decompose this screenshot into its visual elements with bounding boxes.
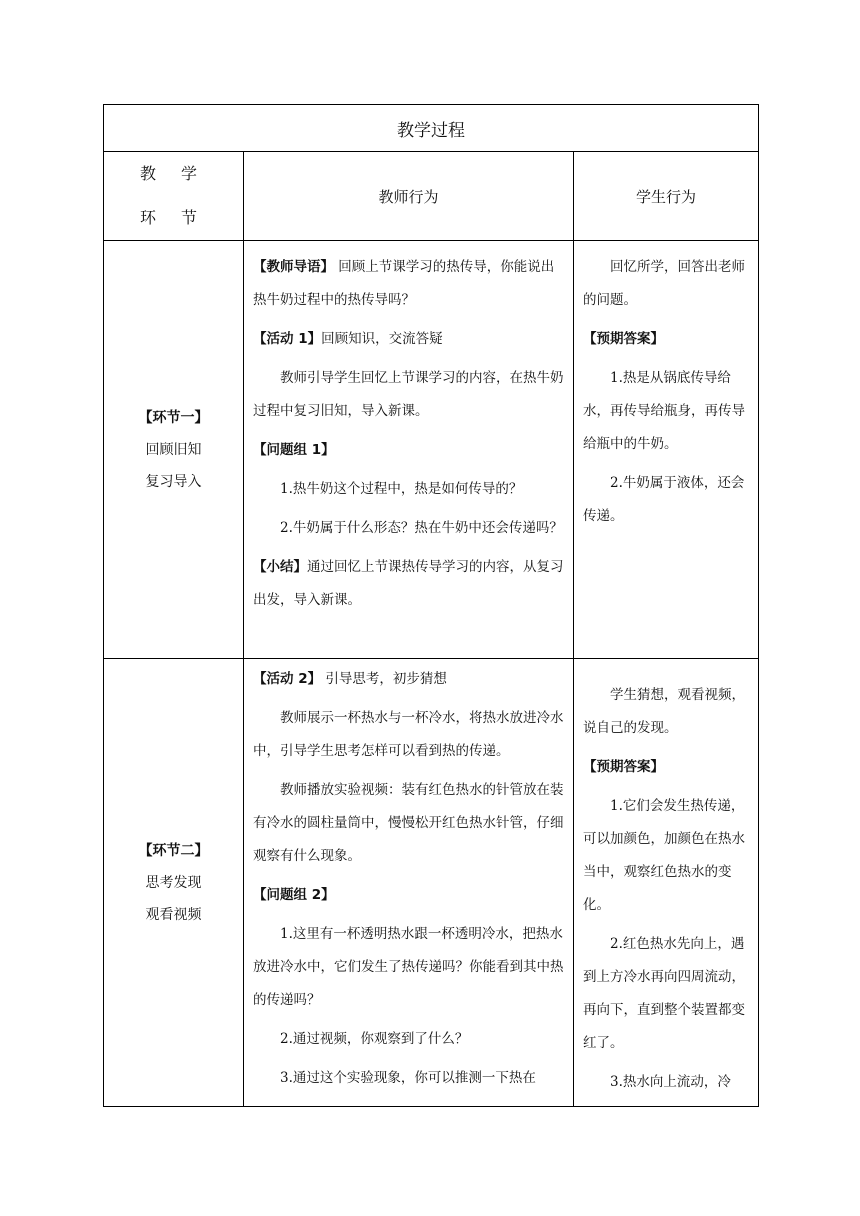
summary-text: 通过回忆上节课热传导学习的内容，从复习出发，导入新课。 [253,559,564,608]
stage-cell [104,241,244,659]
question-item: 2.牛奶属于什么形态？热在牛奶中还会传递吗？ [280,520,563,536]
student-cell [574,241,759,659]
teaching-process-table [103,104,759,1107]
qgroup-label-text: 【问题组 2】 [253,887,335,903]
teacher-activity [253,663,565,696]
summary-label: 【小结】 [253,559,307,575]
teacher-cell [244,241,574,659]
expected-answer-label [583,751,750,784]
teacher-paragraph: 教师展示一杯热水与一杯冷水，将热水放进冷水中，引导学生思考怎样可以看到热的传递。 [253,710,564,759]
question-item: 2.通过视频，你观察到了什么？ [280,1031,469,1047]
answer-label-text: 【预期答案】 [583,759,664,775]
student-intro: 回忆所学，回答出老师的问题。 [583,259,745,308]
table-row [104,659,759,1107]
teacher-guide [253,251,565,317]
stage-tag: 【环节一】 [138,409,209,426]
answer-item: 3.热水向上流动，冷 [610,1074,731,1090]
stage-line1: 回顾旧知 [145,441,202,458]
stage-cell [104,659,244,1107]
header-teacher: 教师行为 [244,152,574,241]
header-stage-line1: 教 学 [139,164,208,183]
answer-item: 2.牛奶属于液体，还会传递。 [583,475,745,524]
stage-line2: 观看视频 [145,906,202,923]
teacher-activity [253,323,565,356]
teacher-summary [253,551,565,617]
stage-tag: 【环节二】 [138,842,209,859]
question-group-label [253,879,565,912]
header-student: 学生行为 [574,152,759,241]
stage-line2: 复习导入 [145,473,202,490]
answer-item: 1.它们会发生热传递，可以加颜色，加颜色在热水当中，观察红色热水的变化。 [583,798,745,913]
answer-item: 1.热是从锅底传导给水，再传导给瓶身，再传导给瓶中的牛奶。 [583,370,745,452]
answer-item: 2.红色热水先向上，遇到上方冷水再向四周流动，再向下，直到整个装置都变红了。 [583,936,745,1051]
activity-label: 【活动 1】 [253,331,322,347]
student-intro: 学生猜想，观看视频，说自己的发现。 [583,687,745,736]
header-stage-line2: 环 节 [139,208,208,227]
teacher-paragraph: 教师引导学生回忆上节课学习的内容，在热牛奶过程中复习旧知，导入新课。 [253,370,564,419]
teacher-paragraph: 教师播放实验视频：装有红色热水的针管放在装有冷水的圆柱量筒中，慢慢松开红色热水针管，仔细观察有什么现象。 [253,782,564,864]
stage-line1: 思考发现 [145,874,202,891]
question-item: 1.这里有一杯透明热水跟一杯透明冷水，把热水放进冷水中，它们发生了热传递吗？你能看到其中热的传递吗？ [253,926,564,1008]
question-item: 1.热牛奶这个过程中，热是如何传导的？ [280,481,523,497]
header-stage [104,152,244,241]
teacher-cell [244,659,574,1107]
table-title-row [104,105,759,152]
activity-text: 回顾知识，交流答疑 [321,331,443,347]
expected-answer-label [583,323,750,356]
question-group-label [253,434,565,467]
qgroup-label-text: 【问题组 1】 [253,442,335,458]
guide-label: 【教师导语】 [253,259,334,275]
answer-label-text: 【预期答案】 [583,331,664,347]
activity-label: 【活动 2】 [253,671,322,687]
table-row [104,241,759,659]
guide-text: 回顾上节课学习的热传导，你能说出热牛奶过程中的热传导吗？ [253,259,555,308]
table-header-row [104,152,759,241]
student-cell [574,659,759,1107]
table-title: 教学过程 [104,105,759,152]
activity-text: 引导思考，初步猜想 [321,671,447,687]
question-item: 3.通过这个实验现象，你可以推测一下热在 [280,1070,536,1086]
